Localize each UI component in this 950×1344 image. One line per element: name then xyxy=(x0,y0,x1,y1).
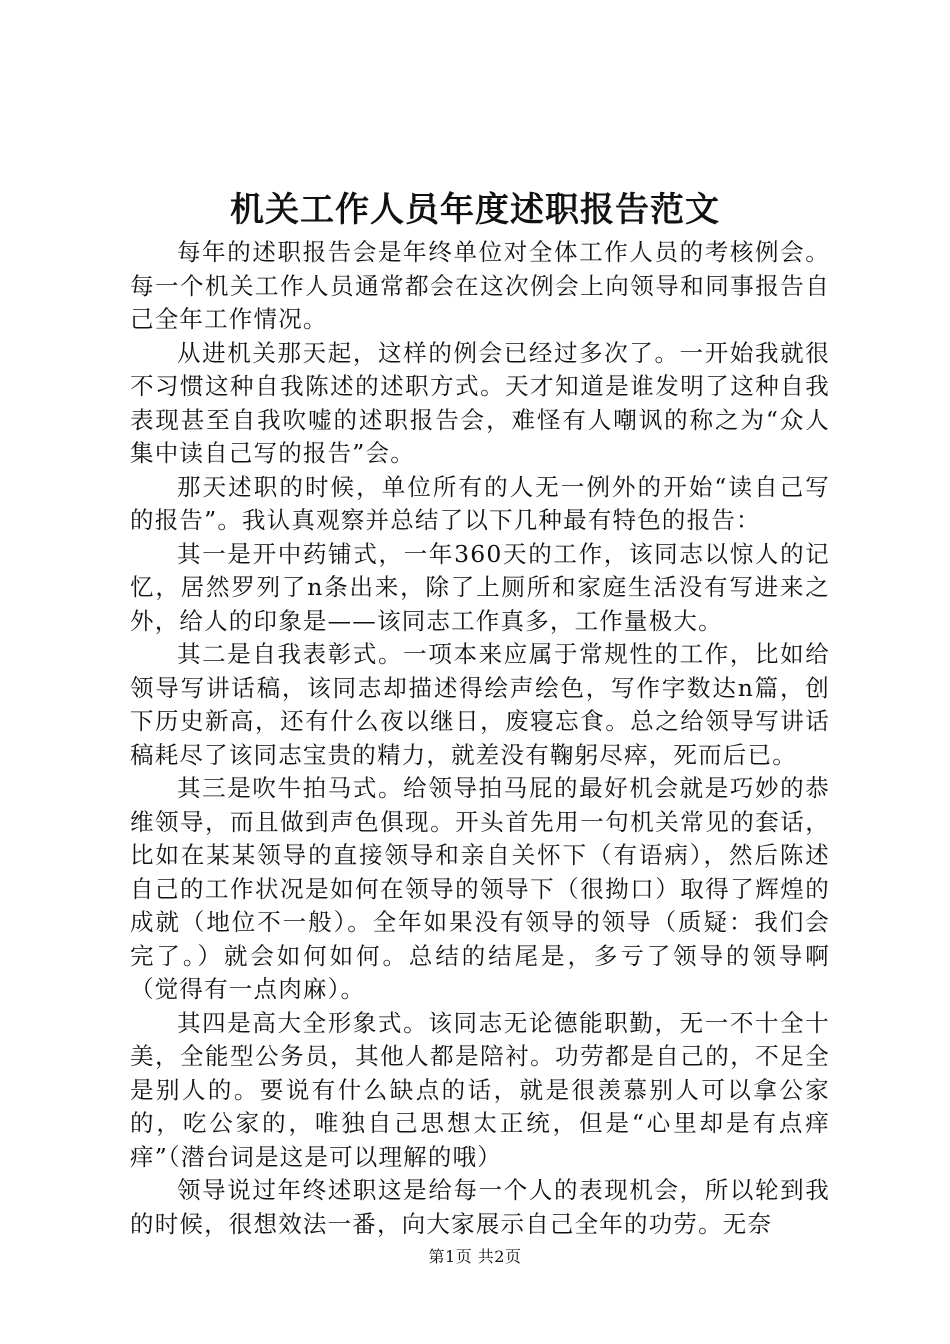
paragraph: 其二是自我表彰式。一项本来应属于常规性的工作，比如给领导写讲话稿，该同志却描述得绘声绘色，写作字数达n篇，创下历史新高，还有什么夜以继日，废寝忘食。总之给领导写讲话稿耗尽了该同志宝贵的精力，就差没有鞠躬尽瘁，死而后已。 xyxy=(130,640,830,769)
paragraph: 那天述职的时候，单位所有的人无一例外的开始“读自己写的报告”。我认真观察并总结了以下几种最有特色的报告： xyxy=(130,472,830,534)
paragraph: 其四是高大全形象式。该同志无论德能职勤，无一不十全十美，全能型公务员，其他人都是陪衬。功劳都是自己的，不足全是别人的。要说有什么缺点的话，就是很羡慕别人可以拿公家的，吃公家的，唯独自己思想太正统，但是“心里却是有点痒痒”（潜台词是这是可以理解的哦） xyxy=(130,1008,830,1171)
document-body xyxy=(130,236,830,1241)
paragraph: 领导说过年终述职这是给每一个人的表现机会，所以轮到我的时候，很想效法一番，向大家展示自己全年的功劳。无奈 xyxy=(130,1176,830,1238)
paragraph: 其一是开中药铺式，一年360天的工作，该同志以惊人的记忆，居然罗列了n条出来，除了上厕所和家庭生活没有写进来之外，给人的印象是——该同志工作真多，工作量极大。 xyxy=(130,539,830,635)
paragraph: 从进机关那天起，这样的例会已经过多次了。一开始我就很不习惯这种自我陈述的述职方式。天才知道是谁发明了这种自我表现甚至自我吹嘘的述职报告会，难怪有人嘲讽的称之为“众人集中读自己写的报告”会。 xyxy=(130,338,830,467)
document-title: 机关工作人员年度述职报告范文 xyxy=(230,190,720,230)
paragraph: 每年的述职报告会是年终单位对全体工作人员的考核例会。每一个机关工作人员通常都会在这次例会上向领导和同事报告自己全年工作情况。 xyxy=(130,238,830,333)
page-footer: 第1页 共2页 xyxy=(428,1247,522,1266)
paragraph: 其三是吹牛拍马式。给领导拍马屁的最好机会就是巧妙的恭维领导，而且做到声色俱现。开头首先用一句机关常见的套话，比如在某某领导的直接领导和亲自关怀下（有语病），然后陈述自己的工作状况是如何在领导的领导下（很拗口）取得了辉煌的成就（地位不一般）。全年如果没有领导的领导（质疑：我们会完了。）就会如何如何。总结的结尾是，多亏了领导的领导啊（觉得有一点肉麻）。 xyxy=(130,774,830,1003)
